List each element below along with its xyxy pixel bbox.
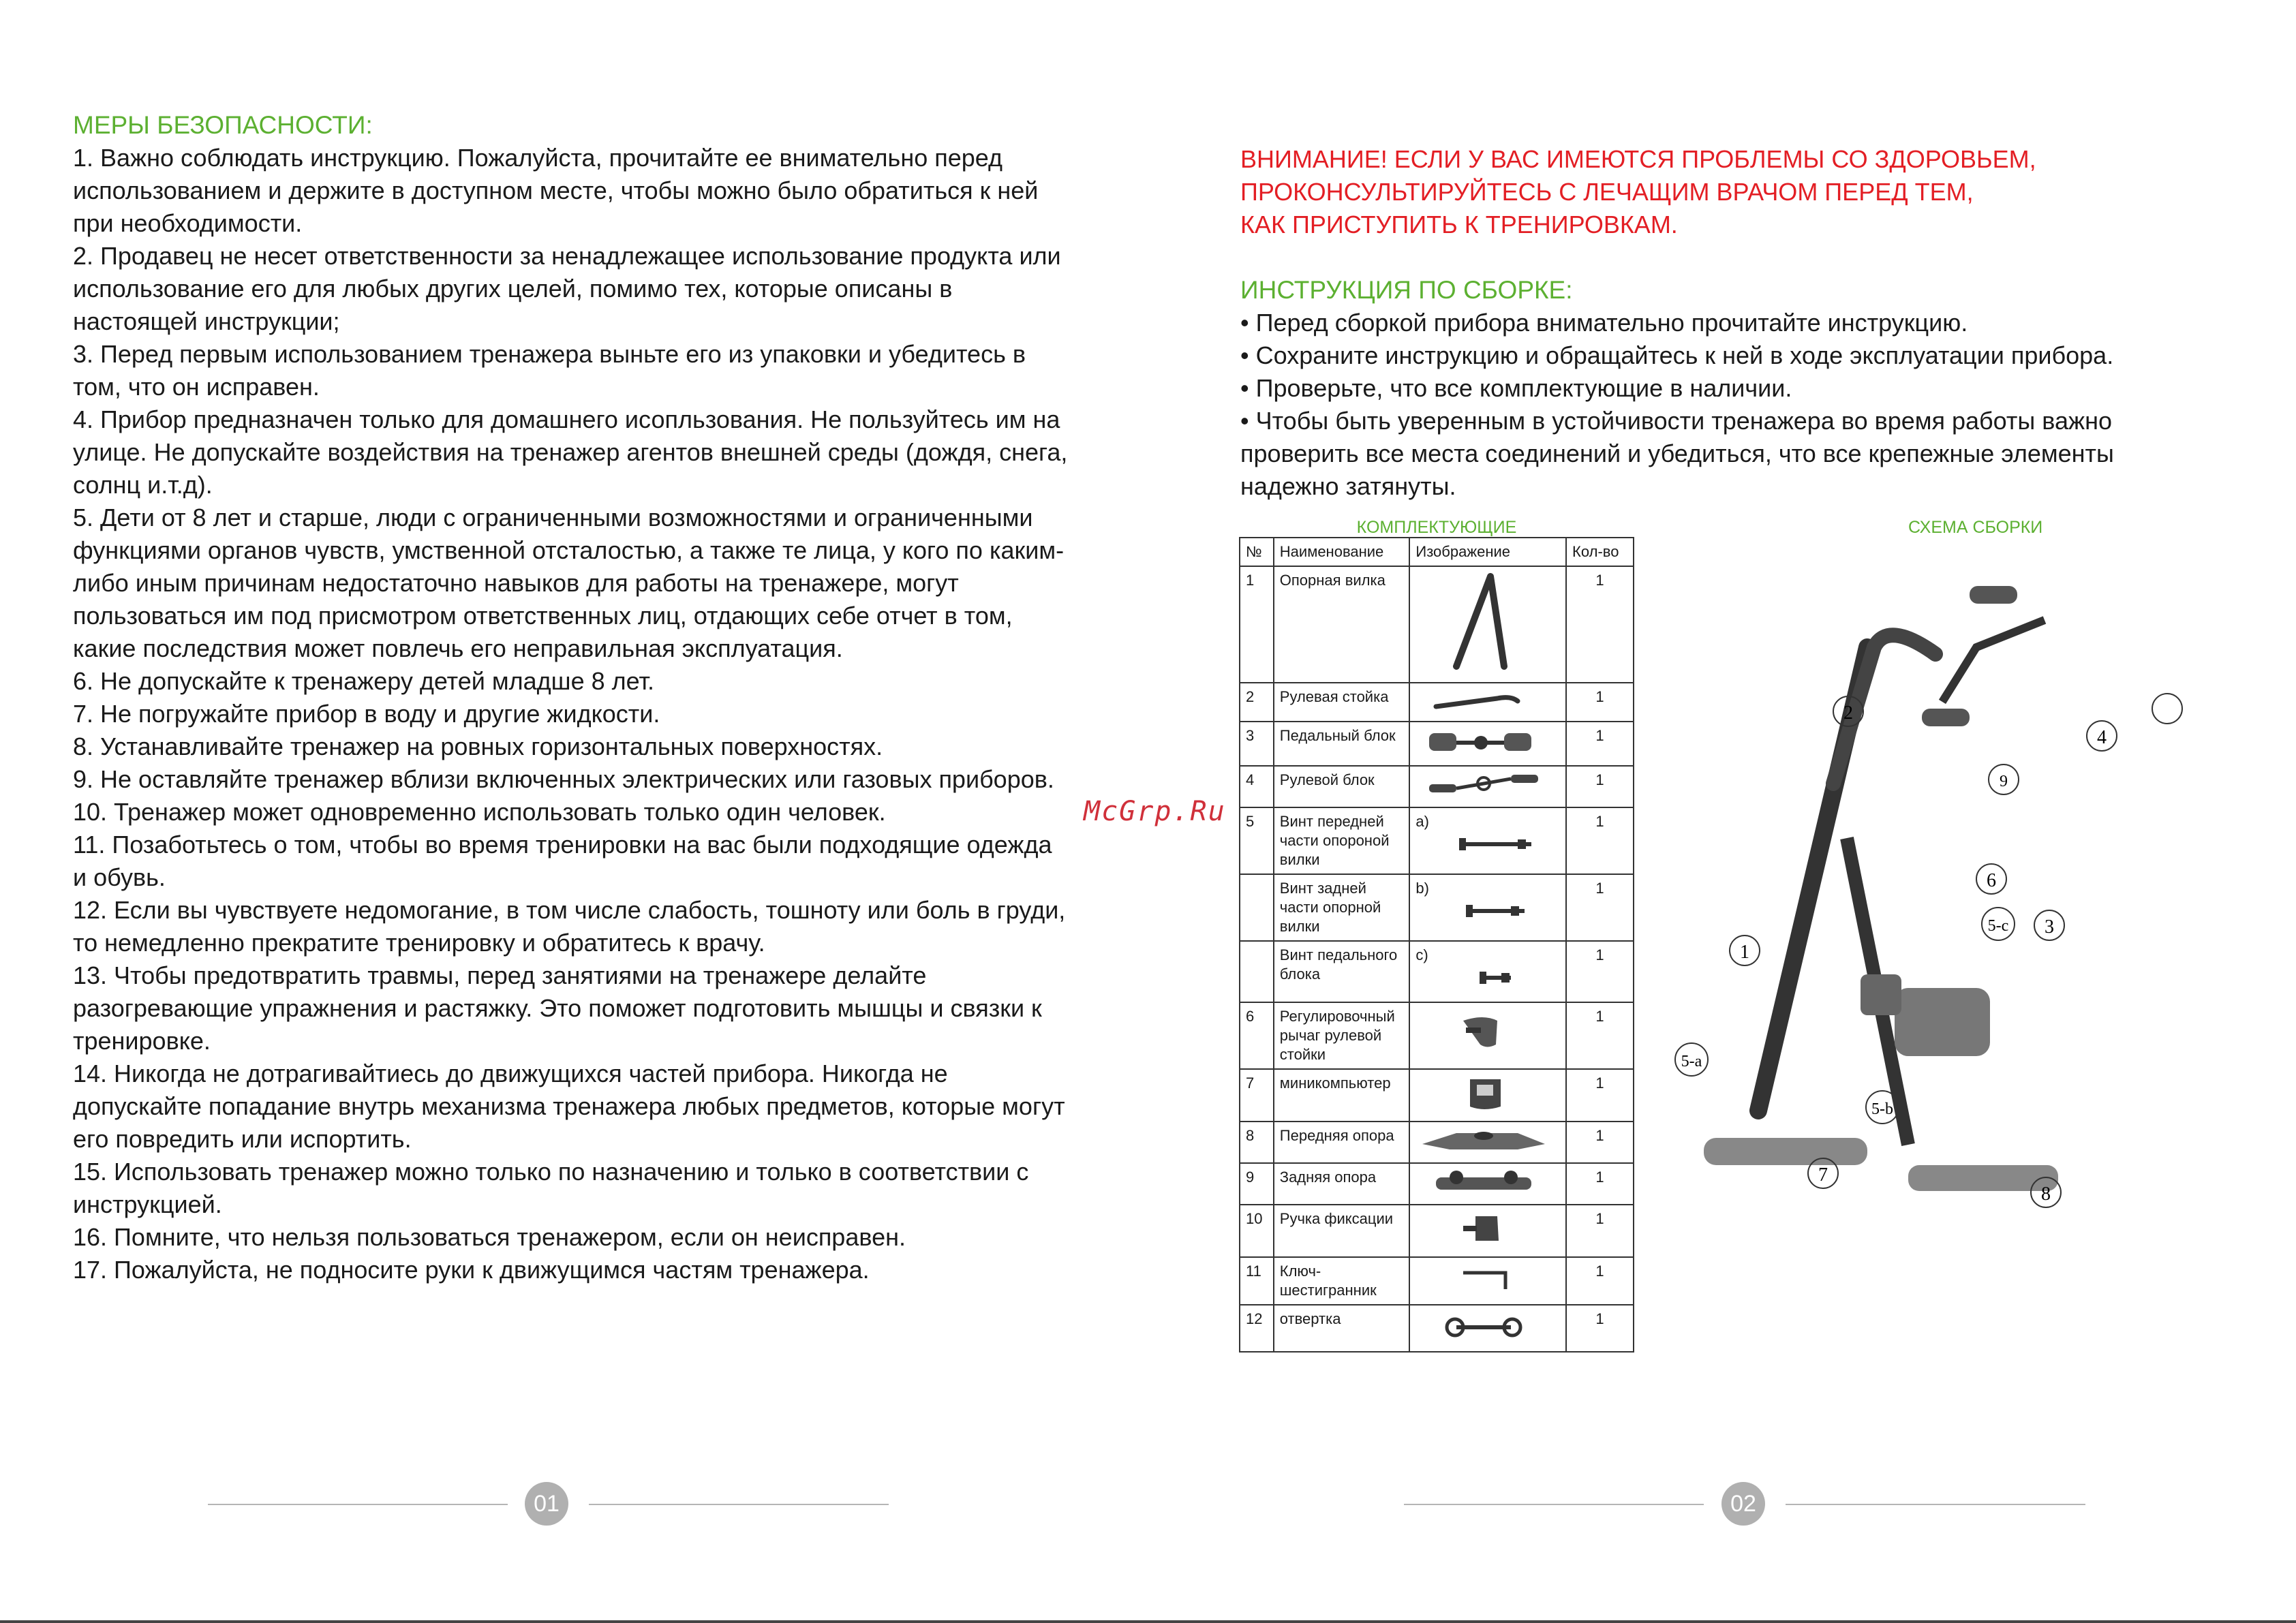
table-row	[1240, 1122, 1634, 1163]
part-label-5b	[1866, 1091, 1899, 1124]
cell-image	[1409, 683, 1566, 722]
cell-image	[1409, 1205, 1566, 1257]
cell-name: Опорная вилка	[1274, 566, 1410, 683]
cell-image	[1409, 766, 1566, 807]
warning-line: ПРОКОНСУЛЬТИРУЙТЕСЬ С ЛЕЧАЩИМ ВРАЧОМ ПЕРЕД ТЕМ,	[1240, 178, 1974, 206]
svg-text:5-c: 5-c	[1987, 917, 2009, 935]
steering-post-icon	[1415, 687, 1552, 712]
table-row	[1240, 766, 1634, 807]
front-support-icon	[1415, 1126, 1552, 1154]
cell-qty: 1	[1566, 941, 1634, 1002]
table-row	[1240, 807, 1634, 874]
fork-support-icon	[1415, 571, 1552, 673]
screw-icon	[1415, 898, 1552, 925]
cell-num: 7	[1240, 1069, 1274, 1122]
svg-text:1: 1	[1740, 942, 1749, 963]
footer-line	[208, 1504, 508, 1505]
table-row	[1240, 1305, 1634, 1352]
cell-name: миникомпьютер	[1274, 1069, 1410, 1122]
safety-item: 5. Дети от 8 лет и старше, люди с ограниченными возможностями и ограниченными функциями органов чувств, умственной отсталостью, а также те лица, у кого по каким-либо иным причинам недостаточно навыков для работы на тренажере, могут пользоваться им под присмотром ответственных лиц, отдающих себе отчет в том, какие последствия может повлечь его неправильная эксплуатация.	[73, 504, 1065, 662]
sub-label: b)	[1415, 880, 1429, 897]
cell-num: 4	[1240, 766, 1274, 807]
cell-qty: 1	[1566, 766, 1634, 807]
cell-image	[1409, 941, 1566, 1002]
safety-item: 9. Не оставляйте тренажер вблизи включенных электрических или газовых приборов.	[73, 765, 1054, 793]
bottom-border	[0, 1620, 2296, 1623]
cell-name: Ключ-шестигранник	[1274, 1257, 1410, 1305]
cell-image	[1409, 874, 1566, 941]
col-num: №	[1240, 538, 1274, 566]
cell-num	[1240, 874, 1274, 941]
safety-item: 11. Позаботьтесь о том, чтобы во время тренировки на вас были подходящие одежда и обувь.	[73, 831, 1052, 891]
cell-image	[1409, 1122, 1566, 1163]
sub-label: c)	[1415, 946, 1428, 963]
assembly-item: • Чтобы быть уверенным в устойчивости тренажера во время работы важно проверить все места соединений и убедиться, что все крепежные элементы надежно затянуты.	[1240, 407, 2114, 500]
part-label-5a	[1675, 1043, 1708, 1076]
hex-key-icon	[1415, 1262, 1552, 1295]
table-row	[1240, 1069, 1634, 1122]
cell-image	[1409, 722, 1566, 766]
table-row	[1240, 722, 1634, 766]
part-label-6	[1976, 864, 2006, 894]
table-header-row	[1240, 538, 1634, 566]
table-row	[1240, 941, 1634, 1002]
safety-item: 7. Не погружайте прибор в воду и другие жидкости.	[73, 700, 660, 728]
safety-item: 4. Прибор предназначен только для домашнего исопльзования. Не пользуйтесь им на улице. Не допускайте воздействия на тренажер агентов внешней среды (дождя, снега, солнц и.т.д).	[73, 405, 1068, 499]
fixing-knob-icon	[1415, 1209, 1552, 1248]
safety-item: 17. Пожалуйста, не подносите руки к движущимся частям тренажера.	[73, 1256, 870, 1284]
cell-name: Передняя опора	[1274, 1122, 1410, 1163]
cell-image	[1409, 807, 1566, 874]
cell-num: 11	[1240, 1257, 1274, 1305]
long-screw-icon	[1415, 831, 1552, 859]
assembly-item: • Проверьте, что все комплектующие в наличии.	[1240, 374, 1792, 402]
svg-text:8: 8	[2041, 1184, 2051, 1205]
cell-qty: 1	[1566, 1163, 1634, 1205]
parts-title: КОМПЛЕКТУЮЩИЕ	[1356, 518, 1517, 537]
mini-computer-icon	[1415, 1074, 1552, 1112]
wrench-icon	[1415, 1310, 1552, 1342]
rear-support-icon	[1415, 1168, 1552, 1195]
table-row	[1240, 1205, 1634, 1257]
cell-qty: 1	[1566, 566, 1634, 683]
part-label-10	[1989, 764, 2019, 794]
cell-qty: 1	[1566, 1305, 1634, 1352]
svg-text:5-a: 5-a	[1681, 1053, 1702, 1070]
safety-item: 2. Продавец не несет ответственности за ненадлежащее использование продукта или использование его для любых других целей, помимо тех, которые описаны в настоящей инструкции;	[73, 242, 1061, 335]
cell-image	[1409, 1305, 1566, 1352]
safety-item: 13. Чтобы предотвратить травмы, перед занятиями на тренажере делайте разогревающие упражнения и растяжку. Это поможет подготовить мышцы и связки к тренировке.	[73, 961, 1042, 1055]
cell-num: 3	[1240, 722, 1274, 766]
sub-label: a)	[1415, 813, 1429, 830]
svg-text:2: 2	[1843, 702, 1853, 724]
cell-qty: 1	[1566, 874, 1634, 941]
page-number-left: 01	[525, 1482, 568, 1526]
adjust-lever-icon	[1415, 1007, 1552, 1055]
cell-num: 1	[1240, 566, 1274, 683]
svg-text:7: 7	[1818, 1164, 1828, 1186]
cell-name: Винт задней части опорной вилки	[1274, 874, 1410, 941]
safety-section	[73, 109, 1068, 1286]
cell-qty: 1	[1566, 683, 1634, 722]
safety-item: 1. Важно соблюдать инструкцию. Пожалуйста, прочитайте ее внимательно перед использованием и держите в доступном месте, чтобы можно было обратиться к ней при необходимости.	[73, 144, 1039, 237]
cell-qty: 1	[1566, 1002, 1634, 1069]
safety-item: 10. Тренажер может одновременно использовать только один человек.	[73, 798, 886, 826]
cell-name: Винт педального блока	[1274, 941, 1410, 1002]
col-qty: Кол-во	[1566, 538, 1634, 566]
table-row	[1240, 1002, 1634, 1069]
safety-item: 15. Использовать тренажер можно только по назначению и только в соответствии с инструкцией.	[73, 1158, 1029, 1218]
col-image: Изображение	[1409, 538, 1566, 566]
table-row	[1240, 874, 1634, 941]
col-name: Наименование	[1274, 538, 1410, 566]
safety-item: 14. Никогда не дотрагивайтиесь до движущихся частей прибора. Никогда не допускайте попадание внутрь механизма тренажера любых предметов, которые могут его повредить или испортить.	[73, 1060, 1065, 1153]
table-row	[1240, 566, 1634, 683]
assembly-item: • Перед сборкой прибора внимательно прочитайте инструкцию.	[1240, 309, 1968, 337]
cell-name: Задняя опора	[1274, 1163, 1410, 1205]
cell-name: Педальный блок	[1274, 722, 1410, 766]
parts-table	[1239, 537, 1634, 1352]
safety-item: 3. Перед первым использованием тренажера выньте его из упаковки и убедитесь в том, что он исправен.	[73, 340, 1026, 401]
cell-num: 9	[1240, 1163, 1274, 1205]
assembly-item: • Сохраните инструкцию и обращайтесь к ней в ходе эксплуатации прибора.	[1240, 341, 2114, 369]
footer-line	[589, 1504, 889, 1505]
assembly-section	[1240, 143, 2167, 503]
cell-image	[1409, 1002, 1566, 1069]
page-number-right: 02	[1721, 1482, 1765, 1526]
pedal-block-icon	[1415, 726, 1552, 756]
svg-text:5-b: 5-b	[1871, 1100, 1893, 1118]
cell-num: 8	[1240, 1122, 1274, 1163]
table-row	[1240, 683, 1634, 722]
cell-image	[1409, 1069, 1566, 1122]
safety-heading: МЕРЫ БЕЗОПАСНОСТИ:	[73, 111, 373, 139]
part-label-3	[2034, 910, 2064, 940]
cell-image	[1409, 1163, 1566, 1205]
label-7-wrap	[2133, 681, 2215, 736]
cell-num: 5	[1240, 807, 1274, 874]
part-label-4b	[2087, 721, 2117, 751]
cell-image	[1409, 1257, 1566, 1305]
cell-name: Ручка фиксации	[1274, 1205, 1410, 1257]
svg-text:4: 4	[2097, 727, 2107, 748]
svg-text:3: 3	[2045, 916, 2054, 938]
cell-qty: 1	[1566, 807, 1634, 874]
safety-item: 12. Если вы чувствуете недомогание, в том числе слабость, тошноту или боль в груди, то немедленно прекратите тренировку и обратитесь к врачу.	[73, 896, 1066, 957]
table-row	[1240, 1257, 1634, 1305]
schema-title: СХЕМА СБОРКИ	[1908, 518, 2043, 537]
cell-name: Рулевой блок	[1274, 766, 1410, 807]
part-label-1	[1730, 936, 1760, 965]
safety-item: 16. Помните, что нельзя пользоваться тренажером, если он неисправен.	[73, 1223, 906, 1251]
short-screw-icon	[1415, 965, 1552, 992]
assembly-diagram	[1649, 552, 2072, 1233]
assembly-heading: ИНСТРУКЦИЯ ПО СБОРКЕ:	[1240, 276, 1573, 304]
footer-line	[1786, 1504, 2085, 1505]
cell-qty: 1	[1566, 1069, 1634, 1122]
cell-name: отвертка	[1274, 1305, 1410, 1352]
svg-text:9: 9	[2000, 773, 2008, 790]
footer-line	[1404, 1504, 1704, 1505]
steering-block-icon	[1415, 771, 1552, 798]
cell-qty: 1	[1566, 1257, 1634, 1305]
cell-qty: 1	[1566, 1122, 1634, 1163]
warning-line: КАК ПРИСТУПИТЬ К ТРЕНИРОВКАМ.	[1240, 211, 1678, 238]
cell-num: 10	[1240, 1205, 1274, 1257]
cell-qty: 1	[1566, 722, 1634, 766]
svg-text:6: 6	[1987, 870, 1996, 891]
cell-name: Рулевая стойка	[1274, 683, 1410, 722]
warning-line: ВНИМАНИЕ! ЕСЛИ У ВАС ИМЕЮТСЯ ПРОБЛЕМЫ СО ЗДОРОВЬЕМ,	[1240, 145, 2036, 173]
part-label-5c	[1982, 908, 2015, 940]
cell-name: Винт передней части опороной вилки	[1274, 807, 1410, 874]
safety-item: 6. Не допускайте к тренажеру детей младше 8 лет.	[73, 667, 654, 695]
cell-name: Регулировочный рычаг рулевой стойки	[1274, 1002, 1410, 1069]
watermark: McGrp.Ru	[1084, 796, 1226, 827]
part-label-7-circle	[2152, 694, 2182, 724]
table-row	[1240, 1163, 1634, 1205]
cell-qty: 1	[1566, 1205, 1634, 1257]
safety-item: 8. Устанавливайте тренажер на ровных горизонтальных поверхностях.	[73, 732, 883, 760]
cell-image	[1409, 566, 1566, 683]
cell-num: 12	[1240, 1305, 1274, 1352]
cell-num	[1240, 941, 1274, 1002]
cell-num: 6	[1240, 1002, 1274, 1069]
cell-num: 2	[1240, 683, 1274, 722]
